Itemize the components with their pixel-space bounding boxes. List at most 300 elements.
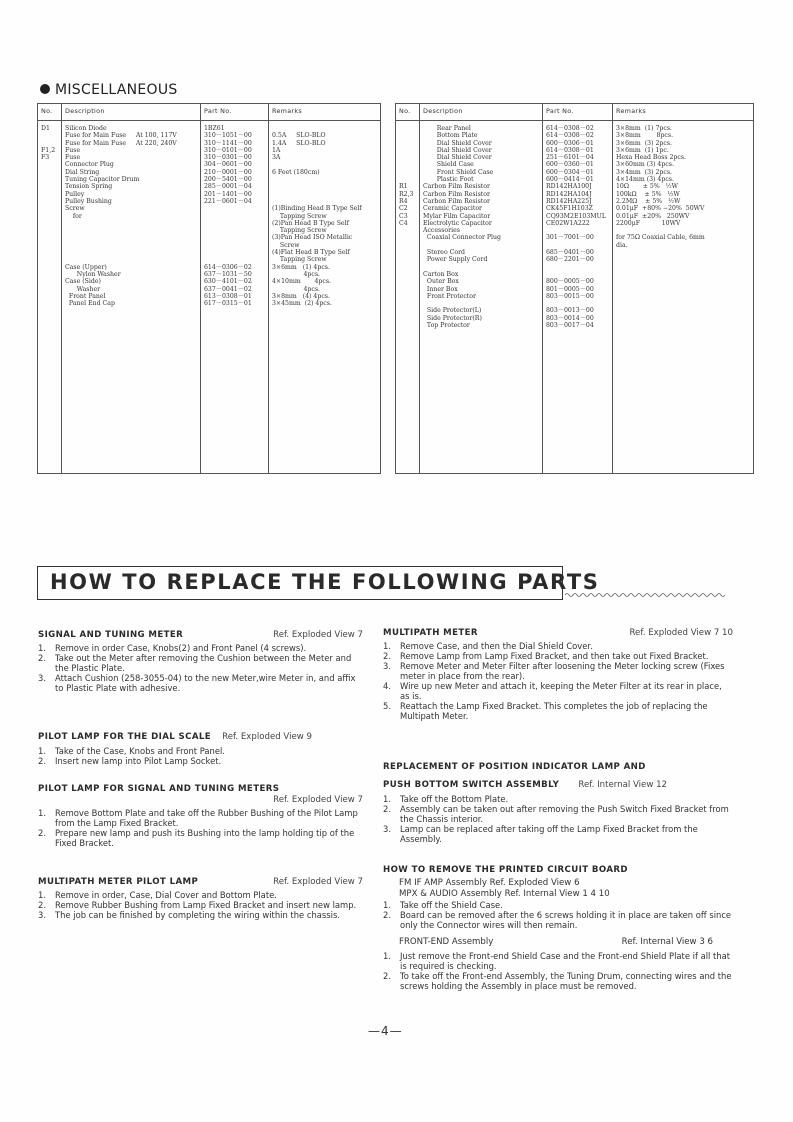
col-header-description: Description — [420, 104, 543, 121]
cell-rem — [616, 256, 750, 263]
col-header-description: Description — [62, 104, 201, 121]
cell-desc — [423, 242, 539, 249]
section-title: REPLACEMENT OF POSITION INDICATOR LAMP AND — [383, 762, 646, 772]
cell-no — [41, 220, 58, 227]
cell-no — [41, 213, 58, 220]
cell-desc: Case (Side) — [65, 278, 101, 286]
col-header-part-no: Part No. — [543, 104, 613, 121]
cell-desc: Power Supply Cord — [423, 256, 488, 264]
step-item — [38, 653, 363, 673]
step-item — [383, 971, 733, 991]
cell-rem: Hexa Head Boss 2pcs. — [616, 154, 686, 162]
cell-no — [41, 286, 58, 293]
step-number: 2. — [383, 651, 391, 661]
step-number: 2. — [383, 971, 391, 981]
steps-list — [383, 951, 733, 991]
cell-no — [399, 286, 416, 293]
cell-desc: for — [65, 212, 82, 220]
step-item — [38, 756, 363, 766]
step-number: 1. — [383, 794, 391, 804]
cell-desc — [65, 234, 197, 241]
cell-rem: 10Ω ± 5% ½W — [616, 183, 678, 191]
cell-desc — [423, 300, 539, 307]
step-number: 2. — [38, 900, 46, 910]
cell-desc: Mylar Film Capacitor — [423, 212, 491, 220]
col-remarks — [269, 121, 381, 464]
cell-part — [204, 249, 265, 256]
cell-no — [399, 249, 416, 256]
cell-rem: 6 Feet (180cm) — [272, 168, 320, 176]
cell-no: C3 — [399, 212, 408, 220]
cell-part: 600－0360－01 — [546, 161, 594, 169]
step-item — [38, 900, 363, 910]
step-item — [383, 651, 733, 661]
step-item — [38, 910, 363, 920]
cell-no — [399, 147, 416, 154]
step-text: Wire up new Meter and attach it, keeping the Meter Filter at its rear in place, as is. — [400, 681, 722, 701]
cell-no — [399, 176, 416, 183]
step-text: Reattach the Lamp Fixed Bracket. This completes the job of replacing the Multipath Meter. — [400, 701, 708, 721]
cell-part: 803－0015－00 — [546, 292, 594, 300]
cell-part: 1BZ61 — [204, 125, 225, 132]
cell-part: 637－1031－50 — [204, 270, 252, 278]
cell-rem: 3×45mm (2) 4pcs. — [272, 300, 332, 308]
step-number: 1. — [383, 641, 391, 651]
cell-part: 630－4101－02 — [204, 278, 252, 286]
step-item — [383, 804, 733, 824]
step-text: Remove Rubber Bushing from Lamp Fixed Bracket and insert new lamp. — [55, 900, 357, 910]
cell-no — [399, 169, 416, 176]
section-remove-pcb — [383, 865, 733, 991]
step-number: 1. — [38, 808, 46, 818]
step-text: Remove Lamp from Lamp Fixed Bracket, and then take out Fixed Bracket. — [400, 651, 709, 661]
cell-rem: 4×14mm (3) 4pcs. — [616, 176, 674, 184]
cell-rem: 0.01μF +80% −20% 50WV — [616, 205, 705, 213]
cell-desc: Silicon Diode — [65, 125, 107, 132]
cell-no: R1 — [399, 183, 408, 191]
cell-rem: 3×6mm (1) 4pcs. — [272, 263, 330, 271]
cell-part: 301－7001－00 — [546, 234, 594, 242]
col-header-no: No. — [396, 104, 420, 121]
cell-no: R2,3 — [399, 190, 414, 198]
step-number: 2. — [38, 653, 46, 663]
steps-list — [383, 900, 733, 930]
cell-no — [41, 227, 58, 234]
step-text: Prepare new lamp and push its Bushing into the lamp holding tip of the Fixed Bracket. — [55, 828, 355, 848]
cell-part: 310－1051－00 — [204, 132, 252, 140]
col-header-remarks: Remarks — [269, 104, 381, 121]
section-ref: Ref. Exploded View 7 — [273, 795, 363, 805]
step-number: 3. — [38, 673, 46, 683]
steps-list — [383, 794, 733, 844]
cell-rem: Tapping Screw — [272, 227, 327, 235]
section-ref: Ref. Exploded View 7 10 — [629, 628, 733, 638]
section-title: PILOT LAMP FOR THE DIAL SCALE — [38, 732, 212, 742]
steps-list — [383, 641, 733, 721]
cell-desc — [65, 242, 197, 249]
cell-desc — [65, 249, 197, 256]
cell-desc: Washer — [65, 285, 101, 293]
cell-desc: Dial String — [65, 168, 100, 176]
cell-rem — [616, 322, 750, 329]
cell-rem — [616, 227, 750, 234]
cell-rem: for 75Ω Coaxial Cable, 6mm — [616, 234, 705, 242]
cell-rem: Screw — [272, 241, 300, 249]
step-item — [38, 890, 363, 900]
step-text: Remove Case, and then the Dial Shield Cover. — [400, 641, 593, 651]
cell-rem: (3)Pan Head ISO Metallic — [272, 234, 353, 242]
section-title-line2: PUSH BOTTOM SWITCH ASSEMBLY — [383, 780, 560, 790]
cell-desc: Plastic Foot — [423, 176, 474, 184]
cell-desc: Carbon Film Resistor — [423, 183, 490, 191]
cell-rem: Tapping Screw — [272, 256, 327, 264]
step-number: 1. — [383, 951, 391, 961]
cell-no — [41, 176, 58, 183]
misc-title-text: MISCELLANEOUS — [55, 82, 178, 98]
step-text: Take off the Bottom Plate. — [400, 794, 509, 804]
step-number: 1. — [38, 746, 46, 756]
step-item — [38, 643, 363, 653]
cell-rem: (1)Binding Head B Type Self — [272, 205, 362, 213]
step-item — [38, 808, 363, 828]
steps-list — [38, 808, 363, 848]
cell-desc: Inner Box — [423, 285, 458, 293]
cell-no — [399, 154, 416, 161]
cell-part: 221－0601－04 — [204, 197, 252, 205]
cell-desc: Front Shield Case — [423, 168, 494, 176]
cell-part — [546, 264, 609, 271]
cell-no — [399, 264, 416, 271]
cell-rem — [616, 271, 750, 278]
cell-no — [399, 278, 416, 285]
cell-part: 251－6101－04 — [546, 154, 594, 162]
section-ref: Ref. Exploded View 9 — [222, 732, 313, 742]
cell-no — [399, 234, 416, 241]
cell-desc: Pulley Bushing — [65, 197, 112, 205]
cell-rem — [616, 293, 750, 300]
cell-part — [204, 205, 265, 212]
col-part-no — [201, 121, 269, 464]
cell-desc — [65, 220, 197, 227]
cell-no: D1 — [41, 125, 50, 132]
cell-part: 800－0005－00 — [546, 278, 594, 286]
cell-no — [41, 271, 58, 278]
cell-no — [399, 315, 416, 322]
wavy-rule-decoration — [565, 591, 725, 599]
cell-rem: 3A — [272, 154, 281, 162]
step-number: 2. — [38, 756, 46, 766]
cell-no — [41, 191, 58, 198]
cell-no — [399, 125, 416, 132]
step-text: Assembly can be taken out after removing the Push Switch Fixed Bracket from the Chassis interior. — [400, 804, 729, 824]
cell-part: 637－0041－02 — [204, 285, 252, 293]
cell-rem — [616, 249, 750, 256]
cell-no — [41, 140, 58, 147]
cell-desc: Electrolytic Capacitor — [423, 219, 492, 227]
cell-rem: 3×8mm 8pcs. — [616, 132, 674, 140]
step-number: 1. — [38, 890, 46, 900]
cell-part: 600－0306－01 — [546, 139, 594, 147]
cell-rem — [272, 191, 377, 198]
step-number: 5. — [383, 701, 391, 711]
cell-part: 614－0306－02 — [204, 263, 252, 271]
cell-no — [41, 264, 58, 271]
cell-desc: Side Protector(R) — [423, 314, 482, 322]
cell-no — [399, 161, 416, 168]
cell-desc: Tuning Capacitor Drum — [65, 176, 140, 184]
cell-part: 613－0308－01 — [204, 292, 252, 300]
cell-rem: 2.2MΩ ± 5% ½W — [616, 197, 681, 205]
step-number: 2. — [38, 828, 46, 838]
cell-part: 803－0014－00 — [546, 314, 594, 322]
cell-rem: 3×60mm (3) 4pcs. — [616, 161, 674, 169]
cell-rem — [272, 176, 377, 183]
bullet-icon — [40, 84, 50, 94]
cell-no — [41, 234, 58, 241]
cell-rem — [616, 300, 750, 307]
step-text: Take off the Shield Case. — [400, 900, 503, 910]
cell-desc: Bottom Plate — [423, 132, 478, 140]
cell-part: 304－0601－00 — [204, 161, 252, 169]
cell-rem: 3×4mm (3) 2pcs. — [616, 168, 672, 176]
cell-part: RD142HA104J — [546, 190, 592, 198]
cell-rem — [616, 278, 750, 285]
section-ref: Ref. Exploded View 7 — [273, 630, 363, 640]
cell-no — [41, 169, 58, 176]
step-text: Attach Cushion (258-3055-04) to the new Meter,wire Meter in, and affix to Plastic Plate with adhesive. — [55, 673, 356, 693]
cell-rem: (4)Flat Head B Type Self — [272, 249, 350, 257]
cell-part — [204, 227, 265, 234]
section-title: HOW TO REMOVE THE PRINTED CIRCUIT BOARD — [383, 865, 628, 875]
cell-rem: (2)Pan Head B Type Self — [272, 219, 349, 227]
cell-no: C2 — [399, 205, 408, 213]
cell-rem: 1A — [272, 146, 281, 154]
cell-rem: 0.01μF ±20% 250WV — [616, 212, 690, 220]
cell-desc: Carbon Film Resistor — [423, 197, 490, 205]
section-ref: Ref. Exploded View 7 — [273, 877, 363, 887]
col-part-no — [543, 121, 613, 464]
step-text: Lamp can be replaced after taking off the Lamp Fixed Bracket from the Assembly. — [400, 824, 698, 844]
step-text: Board can be removed after the 6 screws holding it in place are taken off since only the Connector wires will then remain. — [400, 910, 732, 930]
step-item — [38, 828, 363, 848]
col-header-no: No. — [38, 104, 62, 121]
step-item — [383, 824, 733, 844]
cell-no — [41, 249, 58, 256]
cell-no — [399, 307, 416, 314]
cell-no — [399, 140, 416, 147]
cell-part: 210－0001－00 — [204, 168, 252, 176]
cell-desc: Fuse for Main Fuse At 100, 117V — [65, 132, 177, 140]
cell-desc: Carton Box — [423, 270, 459, 278]
cell-part: 617－0315－01 — [204, 300, 252, 308]
col-remarks — [613, 121, 754, 464]
cell-part: 614－0308－02 — [546, 132, 594, 140]
cell-part: 614－0308－01 — [546, 146, 594, 154]
col-no — [396, 121, 420, 464]
col-description — [62, 121, 201, 464]
subsection-fm-if-amp: FM IF AMP Assembly Ref. Exploded View 6 — [399, 878, 580, 888]
step-text: Remove Bottom Plate and take off the Rubber Bushing of the Pilot Lamp from the Lamp Fixed Bracket. — [55, 808, 358, 828]
col-header-part-no: Part No. — [201, 104, 269, 121]
cell-part: 801－0005－00 — [546, 285, 594, 293]
section-ref: Ref. Internal View 12 — [578, 780, 668, 790]
cell-desc: Dial Shield Cover — [423, 139, 492, 147]
cell-rem: 4pcs. — [272, 270, 320, 278]
step-number: 3. — [38, 910, 46, 920]
cell-desc: Shield Case — [423, 161, 474, 169]
cell-desc — [65, 227, 197, 234]
section-pilot-lamp-dial-scale — [38, 724, 363, 766]
cell-part — [546, 242, 609, 249]
cell-part — [546, 271, 609, 278]
cell-part: 310－0301－00 — [204, 154, 252, 162]
cell-rem — [272, 161, 377, 168]
step-text: Insert new lamp into Pilot Lamp Socket. — [55, 756, 222, 766]
step-item — [383, 900, 733, 910]
section-signal-tuning-meter — [38, 630, 363, 693]
cell-part — [546, 227, 609, 234]
cell-no: F1,2 — [41, 146, 56, 154]
cell-desc: Fuse — [65, 154, 81, 162]
cell-desc: Side Protector(L) — [423, 307, 482, 315]
cell-rem: 4pcs. — [272, 285, 320, 293]
cell-no — [399, 242, 416, 249]
cell-desc — [423, 264, 539, 271]
cell-rem: dia. — [616, 241, 628, 249]
cell-no — [399, 132, 416, 139]
steps-list — [38, 746, 363, 766]
section-title: PILOT LAMP FOR SIGNAL AND TUNING METERS — [38, 784, 280, 794]
cell-rem: 2200μF 10WV — [616, 219, 681, 227]
cell-desc: Nylon Washer — [65, 270, 121, 278]
step-text: Just remove the Front-end Shield Case and the Front-end Shield Plate if all that is required is checking. — [400, 951, 731, 971]
cell-part: CQ93M2E103MUL — [546, 212, 606, 220]
step-number: 3. — [383, 824, 391, 834]
cell-part: 803－0013－00 — [546, 307, 594, 315]
cell-part: 310－0101－00 — [204, 146, 252, 154]
cell-no — [41, 242, 58, 249]
cell-rem — [272, 183, 377, 190]
cell-no — [41, 161, 58, 168]
steps-list — [38, 890, 363, 920]
col-header-remarks: Remarks — [613, 104, 754, 121]
cell-part — [204, 242, 265, 249]
step-item — [38, 746, 363, 756]
step-number: 4. — [383, 681, 391, 691]
cell-part: 285－0001－04 — [204, 183, 252, 191]
cell-rem: 3×6mm (3) 2pcs. — [616, 139, 672, 147]
cell-part: 310－1141－00 — [204, 139, 252, 147]
cell-no — [399, 227, 416, 234]
table-header-row — [38, 104, 381, 121]
cell-no — [41, 198, 58, 205]
step-item — [38, 673, 363, 693]
cell-no — [399, 293, 416, 300]
col-no — [38, 121, 62, 464]
cell-part: 614－0308－02 — [546, 125, 594, 132]
cell-desc: Coaxial Connector Plug — [423, 234, 501, 242]
cell-part: CE02W1A222 — [546, 219, 590, 227]
cell-no — [399, 256, 416, 263]
cell-part: 803－0017－04 — [546, 322, 594, 330]
cell-desc: Stereo Cord — [423, 249, 466, 257]
cell-part: 600－0414－01 — [546, 176, 594, 184]
step-item — [383, 681, 733, 701]
cell-no — [41, 278, 58, 285]
step-item — [383, 910, 733, 930]
cell-part: RD142HA100J — [546, 183, 592, 191]
section-position-indicator-lamp — [383, 762, 733, 844]
step-item — [383, 701, 733, 721]
cell-rem: 3×8mm (1) 7pcs. — [616, 125, 672, 132]
step-text: Remove Meter and Meter Filter after loosening the Meter locking screw (Fixes meter in place from the rear). — [400, 661, 725, 681]
cell-no — [41, 300, 58, 307]
section-multipath-meter — [383, 628, 733, 721]
cell-part: 200－5401－00 — [204, 176, 252, 184]
steps-list — [38, 643, 363, 693]
cell-no — [41, 132, 58, 139]
cell-part — [204, 213, 265, 220]
cell-rem — [616, 307, 750, 314]
cell-desc — [65, 256, 197, 263]
cell-desc: Pulley — [65, 190, 85, 198]
cell-no: F3 — [41, 154, 50, 162]
cell-part: 600－0304－01 — [546, 168, 594, 176]
cell-desc: Top Protector — [423, 322, 470, 330]
cell-desc: Front Panel — [65, 292, 106, 300]
subsection-front-end: FRONT-END Assembly — [399, 937, 494, 947]
step-text: Take of the Case, Knobs and Front Panel. — [55, 746, 225, 756]
cell-desc: Fuse — [65, 146, 81, 154]
cell-part: 685－0401－00 — [546, 249, 594, 257]
step-number: 1. — [383, 900, 391, 910]
cell-rem: 4×10mm 4pcs. — [272, 278, 332, 286]
cell-rem — [272, 125, 377, 132]
step-text: The job can be finished by completing the wiring within the chassis. — [55, 910, 340, 920]
cell-no — [41, 256, 58, 263]
cell-desc: Tension Spring — [65, 183, 113, 191]
cell-rem: 3×8mm (4) 4pcs. — [272, 292, 330, 300]
step-text: Remove in order Case, Knobs(2) and Front Panel (4 screws). — [55, 643, 307, 653]
step-number: 1. — [38, 643, 46, 653]
cell-rem: 100kΩ ± 5% ½W — [616, 190, 680, 198]
step-item — [383, 794, 733, 804]
cell-desc: Dial Shield Cover — [423, 154, 492, 162]
cell-no — [399, 300, 416, 307]
section-multipath-meter-pilot-lamp — [38, 877, 363, 920]
cell-no — [41, 293, 58, 300]
cell-desc: Screw — [65, 205, 85, 213]
cell-no — [399, 322, 416, 329]
cell-no: R4 — [399, 197, 408, 205]
cell-rem: Tapping Screw — [272, 212, 327, 220]
subsection-mpx-audio: MPX & AUDIO Assembly Ref. Internal View 1 4 10 — [399, 889, 610, 899]
parts-table-left — [37, 103, 381, 474]
cell-part — [204, 234, 265, 241]
step-item — [383, 661, 733, 681]
table-header-row — [396, 104, 754, 121]
cell-rem: 1.4A SLO-BLO — [272, 139, 326, 147]
banner-title: HOW TO REPLACE THE FOLLOWING PARTS — [50, 570, 600, 594]
step-text: Take out the Meter after removing the Cushion between the Meter and the Plastic Plate. — [55, 653, 352, 673]
step-text: To take off the Front-end Assembly, the Tuning Drum, connecting wires and the screws holding the Assembly in place must be removed. — [400, 971, 732, 991]
step-item — [383, 641, 733, 651]
cell-rem: 3×6mm (1) 1pc. — [616, 146, 669, 154]
section-title: SIGNAL AND TUNING METER — [38, 630, 184, 640]
cell-desc: Fuse for Main Fuse At 220, 240V — [65, 139, 177, 147]
cell-part — [204, 220, 265, 227]
cell-no — [41, 205, 58, 212]
